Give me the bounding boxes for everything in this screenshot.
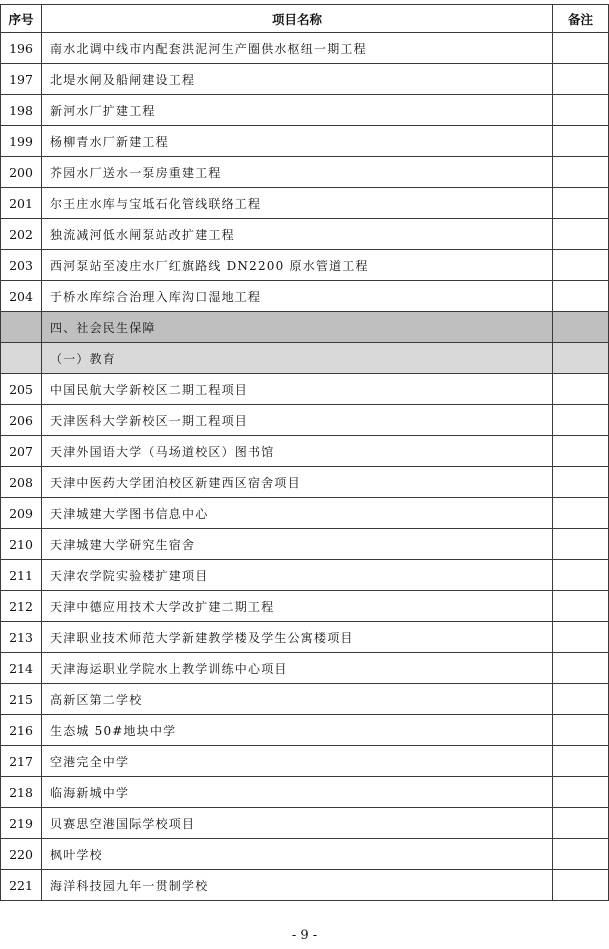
row-project-name: 杨柳青水厂新建工程 bbox=[42, 126, 553, 157]
row-project-name: 贝赛思空港国际学校项目 bbox=[42, 808, 553, 839]
header-remark: 备注 bbox=[553, 5, 609, 33]
table-row bbox=[1, 219, 609, 250]
row-project-name: 天津海运职业学院水上教学训练中心项目 bbox=[42, 653, 553, 684]
row-project-name: 天津城建大学图书信息中心 bbox=[42, 498, 553, 529]
row-index: 219 bbox=[1, 808, 42, 839]
row-index: 205 bbox=[1, 374, 42, 405]
table-row bbox=[1, 653, 609, 684]
row-project-name: 天津中医药大学团泊校区新建西区宿舍项目 bbox=[42, 467, 553, 498]
row-project-name: 四、社会民生保障 bbox=[42, 312, 553, 343]
row-project-name: 高新区第二学校 bbox=[42, 684, 553, 715]
table-row bbox=[1, 560, 609, 591]
table-row bbox=[1, 64, 609, 95]
table-row bbox=[1, 157, 609, 188]
row-remark bbox=[553, 808, 609, 839]
row-index: 204 bbox=[1, 281, 42, 312]
project-table bbox=[0, 4, 609, 901]
header-project-name: 项目名称 bbox=[42, 5, 553, 33]
table-row bbox=[1, 436, 609, 467]
row-project-name: 空港完全中学 bbox=[42, 746, 553, 777]
row-remark bbox=[553, 436, 609, 467]
section-header-row bbox=[1, 312, 609, 343]
row-remark bbox=[553, 560, 609, 591]
row-project-name: 天津中德应用技术大学改扩建二期工程 bbox=[42, 591, 553, 622]
row-remark bbox=[553, 188, 609, 219]
table-row bbox=[1, 622, 609, 653]
row-remark bbox=[553, 343, 609, 374]
row-index: 215 bbox=[1, 684, 42, 715]
row-remark bbox=[553, 219, 609, 250]
table-row bbox=[1, 95, 609, 126]
row-remark bbox=[553, 374, 609, 405]
table-row bbox=[1, 746, 609, 777]
row-index: 213 bbox=[1, 622, 42, 653]
table-row bbox=[1, 250, 609, 281]
row-remark bbox=[553, 839, 609, 870]
table-row bbox=[1, 839, 609, 870]
row-index: 207 bbox=[1, 436, 42, 467]
table-header-row bbox=[1, 5, 609, 33]
row-remark bbox=[553, 715, 609, 746]
row-index: 216 bbox=[1, 715, 42, 746]
table-row bbox=[1, 591, 609, 622]
row-project-name: 于桥水库综合治理入库沟口湿地工程 bbox=[42, 281, 553, 312]
row-project-name: 尔王庄水库与宝坻石化管线联络工程 bbox=[42, 188, 553, 219]
table-row bbox=[1, 498, 609, 529]
subsection-header-row bbox=[1, 343, 609, 374]
row-index: 212 bbox=[1, 591, 42, 622]
row-index: 211 bbox=[1, 560, 42, 591]
row-remark bbox=[553, 64, 609, 95]
table-row bbox=[1, 188, 609, 219]
row-remark bbox=[553, 33, 609, 64]
row-index: 214 bbox=[1, 653, 42, 684]
row-project-name: 新河水厂扩建工程 bbox=[42, 95, 553, 126]
row-remark bbox=[553, 653, 609, 684]
row-project-name: 北堤水闸及船闸建设工程 bbox=[42, 64, 553, 95]
table-row bbox=[1, 777, 609, 808]
row-index: 210 bbox=[1, 529, 42, 560]
row-remark bbox=[553, 684, 609, 715]
row-remark bbox=[553, 250, 609, 281]
row-project-name: 天津外国语大学（马场道校区）图书馆 bbox=[42, 436, 553, 467]
row-project-name: 枫叶学校 bbox=[42, 839, 553, 870]
row-index: 218 bbox=[1, 777, 42, 808]
table-row bbox=[1, 684, 609, 715]
row-remark bbox=[553, 529, 609, 560]
row-remark bbox=[553, 126, 609, 157]
row-project-name: 天津医科大学新校区一期工程项目 bbox=[42, 405, 553, 436]
row-project-name: （一）教育 bbox=[42, 343, 553, 374]
row-index bbox=[1, 312, 42, 343]
row-index: 201 bbox=[1, 188, 42, 219]
table-body bbox=[1, 33, 609, 901]
table-row bbox=[1, 715, 609, 746]
row-project-name: 天津城建大学研究生宿舍 bbox=[42, 529, 553, 560]
page-number: - 9 - bbox=[291, 928, 318, 943]
row-index: 206 bbox=[1, 405, 42, 436]
row-remark bbox=[553, 281, 609, 312]
row-index: 209 bbox=[1, 498, 42, 529]
row-project-name: 中国民航大学新校区二期工程项目 bbox=[42, 374, 553, 405]
table-row bbox=[1, 405, 609, 436]
table-row bbox=[1, 529, 609, 560]
row-index: 217 bbox=[1, 746, 42, 777]
row-index: 197 bbox=[1, 64, 42, 95]
row-index: 203 bbox=[1, 250, 42, 281]
table-row bbox=[1, 808, 609, 839]
row-project-name: 天津农学院实验楼扩建项目 bbox=[42, 560, 553, 591]
row-project-name: 南水北调中线市内配套洪泥河生产圈供水枢纽一期工程 bbox=[42, 33, 553, 64]
row-remark bbox=[553, 777, 609, 808]
row-project-name: 芥园水厂送水一泵房重建工程 bbox=[42, 157, 553, 188]
row-remark bbox=[553, 312, 609, 343]
row-remark bbox=[553, 157, 609, 188]
row-project-name: 独流减河低水闸泵站改扩建工程 bbox=[42, 219, 553, 250]
row-index: 202 bbox=[1, 219, 42, 250]
row-project-name: 临海新城中学 bbox=[42, 777, 553, 808]
row-remark bbox=[553, 591, 609, 622]
row-remark bbox=[553, 870, 609, 901]
table-row bbox=[1, 126, 609, 157]
row-remark bbox=[553, 467, 609, 498]
table-row bbox=[1, 281, 609, 312]
row-project-name: 海洋科技园九年一贯制学校 bbox=[42, 870, 553, 901]
row-remark bbox=[553, 95, 609, 126]
row-index: 198 bbox=[1, 95, 42, 126]
row-index: 220 bbox=[1, 839, 42, 870]
row-remark bbox=[553, 622, 609, 653]
table-row bbox=[1, 374, 609, 405]
table-row bbox=[1, 33, 609, 64]
row-project-name: 天津职业技术师范大学新建教学楼及学生公寓楼项目 bbox=[42, 622, 553, 653]
row-remark bbox=[553, 405, 609, 436]
row-project-name: 生态城 50#地块中学 bbox=[42, 715, 553, 746]
table-row bbox=[1, 467, 609, 498]
row-index bbox=[1, 343, 42, 374]
row-index: 208 bbox=[1, 467, 42, 498]
row-index: 200 bbox=[1, 157, 42, 188]
row-remark bbox=[553, 498, 609, 529]
row-index: 199 bbox=[1, 126, 42, 157]
row-index: 196 bbox=[1, 33, 42, 64]
row-project-name: 西河泵站至凌庄水厂红旗路线 DN2200 原水管道工程 bbox=[42, 250, 553, 281]
row-remark bbox=[553, 746, 609, 777]
row-index: 221 bbox=[1, 870, 42, 901]
table-row bbox=[1, 870, 609, 901]
header-index: 序号 bbox=[1, 5, 42, 33]
